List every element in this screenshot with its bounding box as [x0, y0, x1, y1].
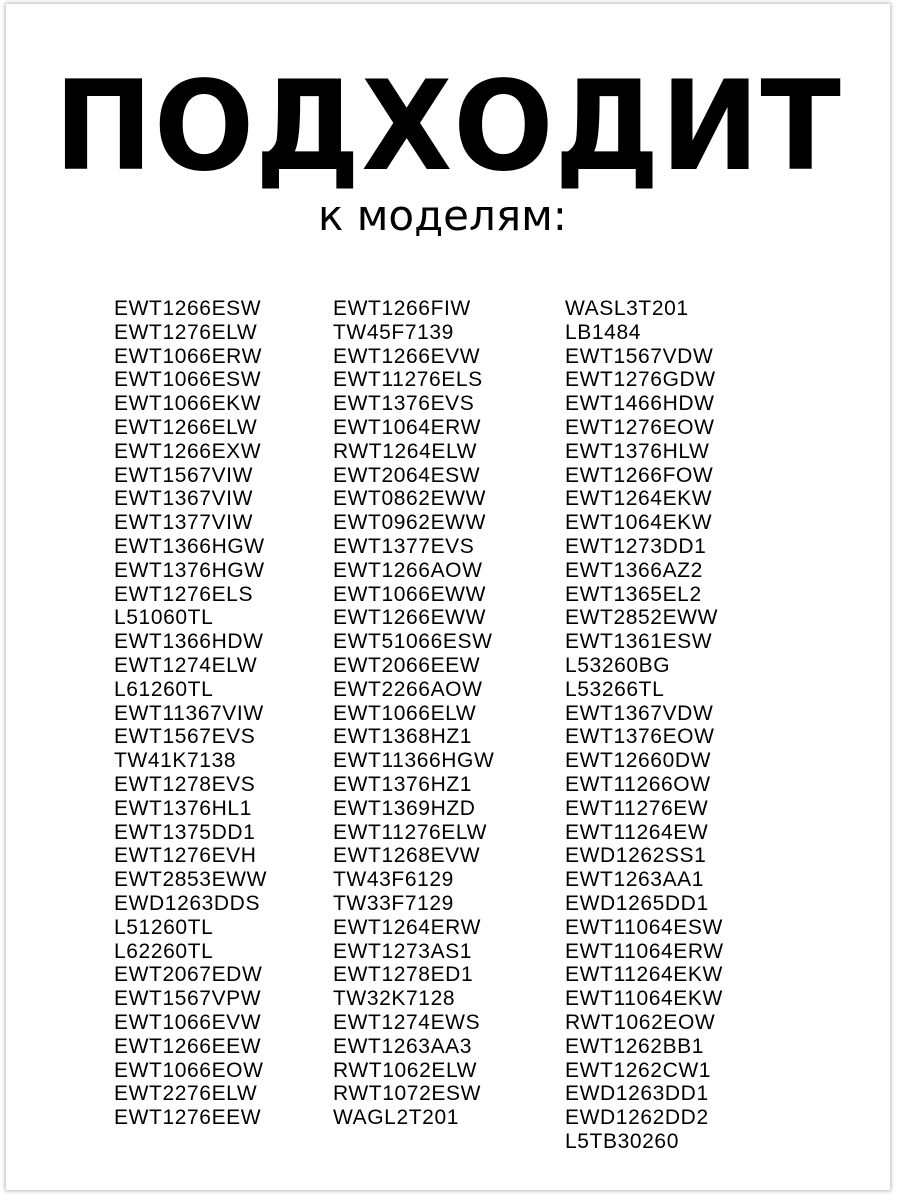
model-item: RWT1264ELW [333, 439, 478, 463]
model-item: EWT1274EWS [333, 1010, 481, 1034]
model-item: EWT1066EKW [114, 392, 262, 416]
model-item: EWT1263AA1 [565, 868, 705, 892]
model-item: EWT0962EWW [333, 511, 487, 535]
model-item: EWD1263DD1 [565, 1082, 709, 1106]
model-item: EWT1066EVW [114, 1010, 262, 1034]
model-item: EWT1278EVS [114, 772, 256, 796]
model-item: EWT1266EXW [114, 439, 262, 463]
model-item: EWT1266EWW [333, 606, 487, 630]
model-item: EWT1266FIW [333, 297, 471, 320]
model-item: L53266TL [565, 677, 665, 701]
model-item: EWT11264EKW [565, 963, 723, 987]
model-item: EWD1263DDS [114, 891, 261, 915]
model-item: EWT1276EOW [565, 415, 715, 439]
model-item: EWT11266OW [565, 772, 711, 796]
model-item: EWT1375DD1 [114, 820, 256, 844]
model-item: L62260TL [114, 939, 214, 963]
model-item: EWT1376EOW [565, 725, 715, 749]
model-item: EWT1366HDW [114, 630, 264, 654]
model-item: EWT1264ERW [333, 915, 481, 939]
model-item: EWT1066ELW [333, 701, 477, 725]
model-item: EWT11367VIW [114, 701, 264, 725]
model-item: TW33F7129 [333, 891, 454, 915]
model-item: LB1484 [565, 320, 642, 344]
model-item: EWT1264EKW [565, 487, 713, 511]
model-item: EWT1366AZ2 [565, 558, 703, 582]
model-item: EWT1276ELS [114, 582, 254, 606]
model-item: EWT1376HGW [114, 558, 265, 582]
model-item: WAGL2T201 [333, 1106, 460, 1130]
model-item: EWT1064EKW [565, 511, 713, 535]
model-item: EWT1567VDW [565, 344, 714, 368]
model-item: EWT1361ESW [565, 630, 713, 654]
model-item: WASL3T201 [565, 297, 689, 320]
model-item: EWT1262BB1 [565, 1034, 705, 1058]
model-item: EWT1064ERW [333, 415, 481, 439]
model-item: EWT1376HZ1 [333, 772, 473, 796]
model-item: EWT1567EVS [114, 725, 256, 749]
model-item: EWT1365EL2 [565, 582, 702, 606]
model-item: EWT1367VDW [565, 701, 714, 725]
subtitle: к моделям: [318, 191, 567, 240]
model-item: EWT2266AOW [333, 677, 483, 701]
model-column-2 [333, 297, 494, 1130]
model-item: EWT11064ESW [565, 915, 723, 939]
poster [6, 4, 890, 1190]
model-item: EWT2066EEW [333, 653, 481, 677]
model-item: EWT1266ELW [114, 415, 258, 439]
model-item: EWT11264EW [565, 820, 709, 844]
model-item: EWT11276EW [565, 796, 709, 820]
model-item: EWT1273DD1 [565, 534, 707, 558]
model-item: EWT11064EKW [565, 987, 723, 1011]
model-item: EWT1066ESW [114, 368, 262, 392]
model-item: EWT1376HL1 [114, 796, 252, 820]
model-item: EWD1265DD1 [565, 891, 709, 915]
model-item: EWT2067EDW [114, 963, 263, 987]
model-item: EWT1377EVS [333, 534, 475, 558]
model-item: EWT11276ELS [333, 368, 483, 392]
model-item: L51260TL [114, 915, 214, 939]
model-item: EWT1276ELW [114, 320, 258, 344]
model-item: EWT1368HZ1 [333, 725, 473, 749]
model-item: EWT11366HGW [333, 749, 495, 773]
model-item: EWT11276ELW [333, 820, 488, 844]
model-item: TW45F7139 [333, 320, 454, 344]
model-item: EWT51066ESW [333, 630, 493, 654]
model-item: L61260TL [114, 677, 214, 701]
model-item: EWT1266AOW [333, 558, 483, 582]
model-item: EWT1266EVW [333, 344, 481, 368]
model-item: EWT1276EEW [114, 1106, 262, 1130]
model-item: EWT1376EVS [333, 392, 475, 416]
model-item: EWT1266ESW [114, 297, 262, 320]
model-item: EWT2853EWW [114, 868, 268, 892]
model-item: EWT1066ERW [114, 344, 262, 368]
model-item: EWT1266FOW [565, 463, 714, 487]
model-item: EWT1273AS1 [333, 939, 473, 963]
model-item: EWT1263AA3 [333, 1034, 473, 1058]
model-item: EWT1266EEW [114, 1034, 262, 1058]
model-item: EWT1274ELW [114, 653, 258, 677]
model-item: EWT1066EOW [114, 1058, 264, 1082]
model-item: EWT1268EVW [333, 844, 481, 868]
model-item: TW41K7138 [114, 749, 237, 773]
model-item: TW43F6129 [333, 868, 454, 892]
model-item: EWT1366HGW [114, 534, 265, 558]
model-item: EWD1262DD2 [565, 1106, 709, 1130]
model-item: EWT1567VIW [114, 463, 254, 487]
model-item: RWT1062ELW [333, 1058, 478, 1082]
model-item: RWT1062EOW [565, 1010, 716, 1034]
model-item: EWT0862EWW [333, 487, 487, 511]
model-item: EWT1276EVH [114, 844, 257, 868]
model-item: EWT1567VPW [114, 987, 262, 1011]
model-item: EWT2276ELW [114, 1082, 258, 1106]
model-item: L5TB30260 [565, 1129, 679, 1153]
model-item: EWT1369HZD [333, 796, 476, 820]
model-item: EWT1278ED1 [333, 963, 474, 987]
model-item: EWT1466HDW [565, 392, 715, 416]
model-item: EWT2852EWW [565, 606, 719, 630]
model-item: EWT1276GDW [565, 368, 716, 392]
model-column-3 [565, 297, 724, 1154]
model-item: EWT1376HLW [565, 439, 710, 463]
model-item: EWT12660DW [565, 749, 712, 773]
model-item: EWT1066EWW [333, 582, 487, 606]
model-item: L53260BG [565, 653, 671, 677]
model-item: EWT1367VIW [114, 487, 254, 511]
model-item: EWT11064ERW [565, 939, 724, 963]
model-item: EWD1262SS1 [565, 844, 707, 868]
model-item: L51060TL [114, 606, 214, 630]
model-item: EWT1262CW1 [565, 1058, 712, 1082]
model-item: TW32K7128 [333, 987, 456, 1011]
headline: ПОДХОДИТ [54, 53, 842, 199]
model-item: RWT1072ESW [333, 1082, 481, 1106]
model-item: EWT2064ESW [333, 463, 481, 487]
model-column-1 [114, 297, 267, 1130]
model-item: EWT1377VIW [114, 511, 254, 535]
